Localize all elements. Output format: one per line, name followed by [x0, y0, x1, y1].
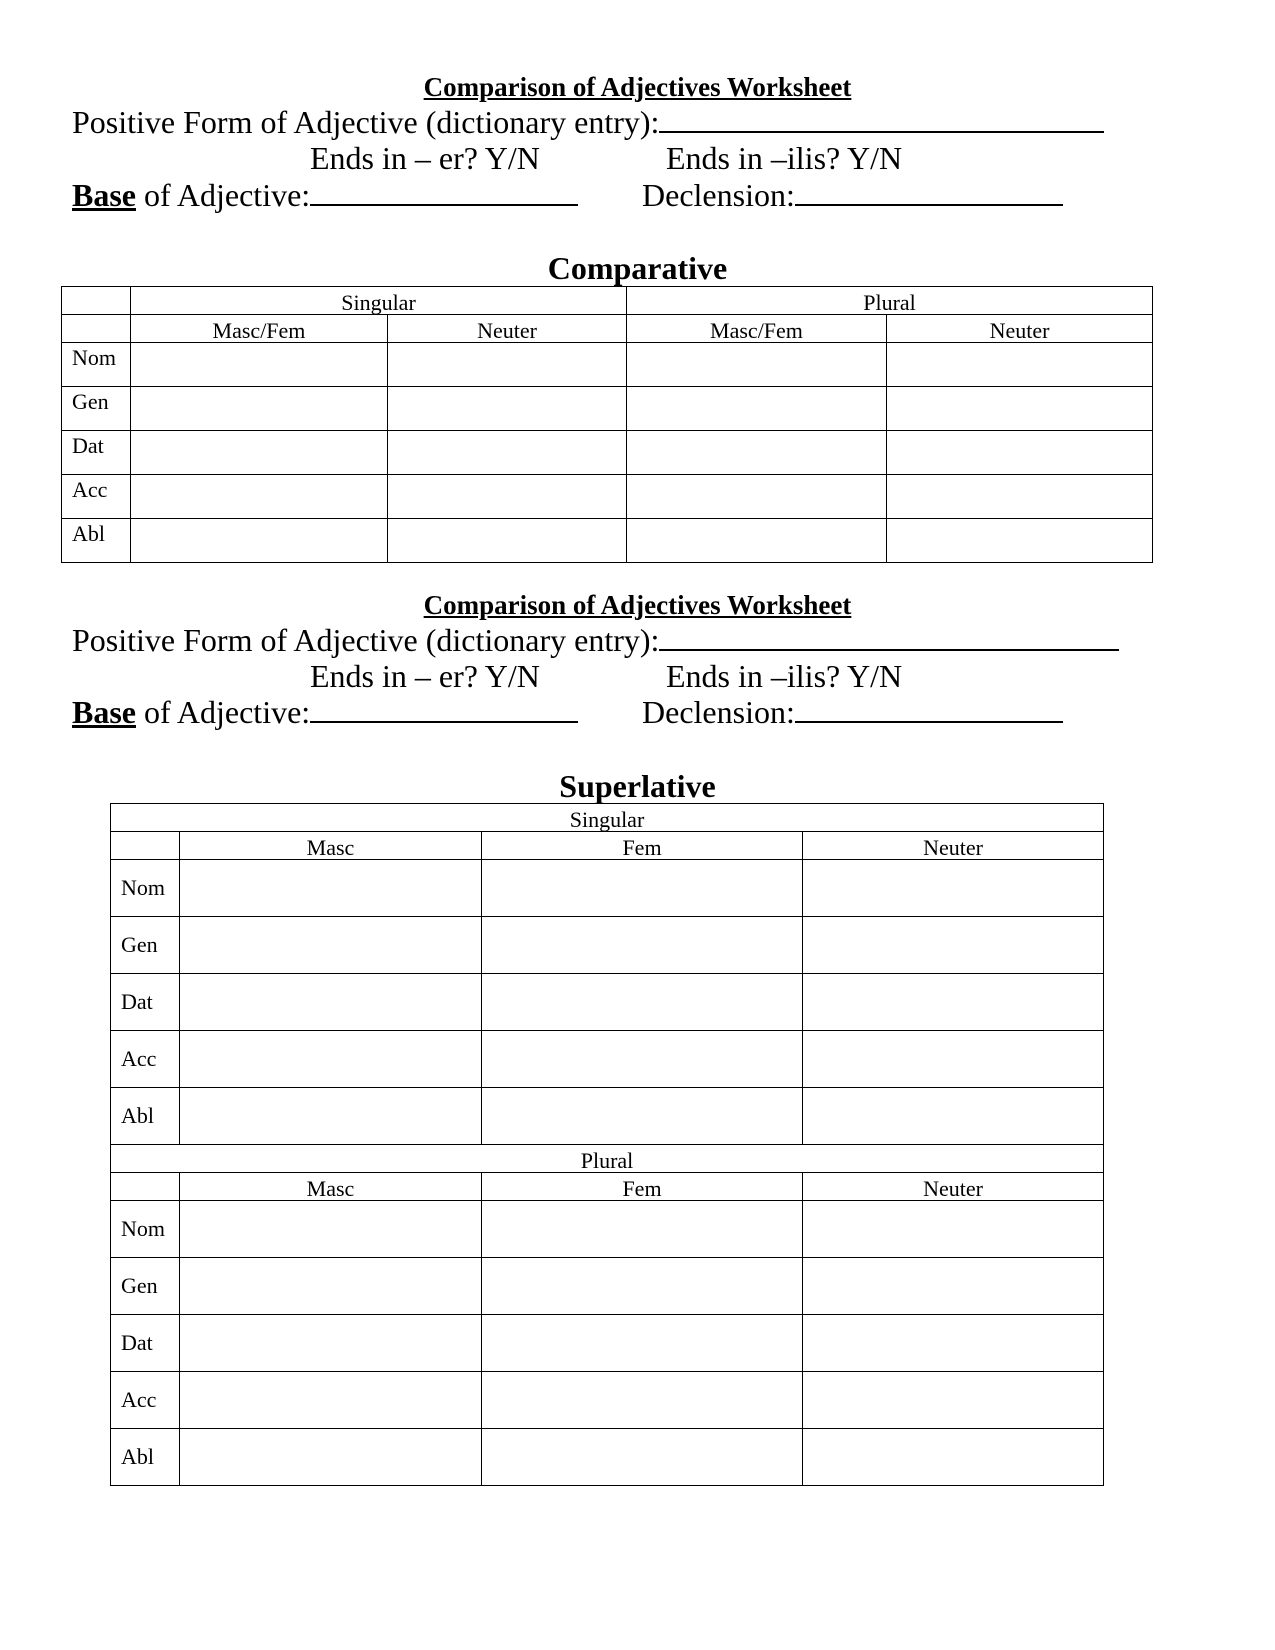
base-blank[interactable]: [310, 695, 578, 723]
ends-er-question: Ends in – er? Y/N: [310, 658, 540, 694]
col-header-neuter: Neuter: [887, 315, 1153, 343]
table-row: [111, 860, 1104, 917]
table-row: [111, 974, 1104, 1031]
answer-cell[interactable]: [803, 974, 1104, 1031]
superlative-table: [110, 803, 1104, 1486]
answer-cell[interactable]: [803, 1315, 1104, 1372]
table-row: [111, 1315, 1104, 1372]
table-row: [62, 519, 1153, 563]
comparative-singular-header: Singular: [131, 287, 627, 315]
answer-cell[interactable]: [388, 387, 627, 431]
table-row: [111, 1088, 1104, 1145]
comparative-title: Comparative: [547, 250, 728, 286]
base-label-bold: Base: [72, 694, 136, 730]
answer-cell[interactable]: [180, 860, 482, 917]
answer-cell[interactable]: [482, 1315, 803, 1372]
case-label-abl: Abl: [62, 519, 131, 563]
answer-cell[interactable]: [131, 475, 388, 519]
col-header-neuter: Neuter: [803, 1173, 1104, 1201]
superlative-gender-header-row: [111, 832, 1104, 860]
answer-cell[interactable]: [803, 1429, 1104, 1486]
positive-form-label: Positive Form of Adjective (dictionary entry):: [72, 622, 660, 658]
worksheet-title-2: Comparison of Adjectives Worksheet: [423, 590, 852, 620]
answer-cell[interactable]: [482, 1429, 803, 1486]
answer-cell[interactable]: [131, 387, 388, 431]
empty-corner: [111, 832, 180, 860]
superlative-plural-header: Plural: [111, 1145, 1104, 1173]
declension-label: Declension:: [642, 177, 795, 213]
comparative-gender-header-row: [62, 315, 1153, 343]
col-header-masc: Masc: [180, 832, 482, 860]
answer-cell[interactable]: [887, 387, 1153, 431]
superlative-singular-header-row: [111, 804, 1104, 832]
comparative-plural-header: Plural: [627, 287, 1153, 315]
case-label-dat: Dat: [111, 974, 180, 1031]
base-label-rest: of Adjective:: [136, 177, 311, 213]
superlative-title: Superlative: [559, 768, 716, 804]
ends-ilis-question: Ends in –ilis? Y/N: [666, 140, 903, 176]
col-header-masc: Masc: [180, 1173, 482, 1201]
col-header-neuter: Neuter: [388, 315, 627, 343]
comparative-table: [61, 286, 1153, 563]
answer-cell[interactable]: [482, 1372, 803, 1429]
answer-cell[interactable]: [627, 519, 887, 563]
answer-cell[interactable]: [803, 1372, 1104, 1429]
col-header-masc-fem: Masc/Fem: [627, 315, 887, 343]
empty-corner: [111, 1173, 180, 1201]
base-blank[interactable]: [310, 178, 578, 206]
case-label-acc: Acc: [111, 1372, 180, 1429]
answer-cell[interactable]: [482, 1031, 803, 1088]
case-label-gen: Gen: [62, 387, 131, 431]
positive-form-row-2: [72, 622, 1119, 659]
answer-cell[interactable]: [887, 343, 1153, 387]
base-label-rest: of Adjective:: [136, 694, 311, 730]
answer-cell[interactable]: [803, 860, 1104, 917]
col-header-fem: Fem: [482, 1173, 803, 1201]
answer-cell[interactable]: [388, 343, 627, 387]
superlative-plural-header-row: [111, 1145, 1104, 1173]
empty-corner: [62, 315, 131, 343]
case-label-dat: Dat: [111, 1315, 180, 1372]
answer-cell[interactable]: [627, 343, 887, 387]
answer-cell[interactable]: [180, 1031, 482, 1088]
positive-form-label: Positive Form of Adjective (dictionary entry):: [72, 104, 660, 140]
answer-cell[interactable]: [131, 431, 388, 475]
col-header-masc-fem: Masc/Fem: [131, 315, 388, 343]
answer-cell[interactable]: [180, 1088, 482, 1145]
table-row: [111, 1429, 1104, 1486]
case-label-nom: Nom: [62, 343, 131, 387]
positive-form-blank[interactable]: [659, 623, 1119, 651]
table-row: [111, 1372, 1104, 1429]
answer-cell[interactable]: [482, 1088, 803, 1145]
declension-blank[interactable]: [795, 695, 1063, 723]
answer-cell[interactable]: [180, 1201, 482, 1258]
answer-cell[interactable]: [803, 1088, 1104, 1145]
declension-blank[interactable]: [795, 178, 1063, 206]
answer-cell[interactable]: [803, 1258, 1104, 1315]
declension-label: Declension:: [642, 694, 795, 730]
positive-form-row-1: [72, 104, 1104, 141]
answer-cell[interactable]: [627, 475, 887, 519]
empty-corner: [62, 287, 131, 315]
answer-cell[interactable]: [482, 1258, 803, 1315]
answer-cell[interactable]: [627, 387, 887, 431]
case-label-acc: Acc: [62, 475, 131, 519]
answer-cell[interactable]: [180, 1258, 482, 1315]
table-row: [111, 917, 1104, 974]
table-row: [62, 343, 1153, 387]
answer-cell[interactable]: [131, 519, 388, 563]
answer-cell[interactable]: [180, 917, 482, 974]
case-label-abl: Abl: [111, 1429, 180, 1486]
answer-cell[interactable]: [887, 431, 1153, 475]
answer-cell[interactable]: [388, 519, 627, 563]
answer-cell[interactable]: [482, 860, 803, 917]
ends-ilis-question: Ends in –ilis? Y/N: [666, 658, 903, 694]
case-label-gen: Gen: [111, 917, 180, 974]
comparative-number-header-row: [62, 287, 1153, 315]
base-label-bold: Base: [72, 177, 136, 213]
table-row: [111, 1201, 1104, 1258]
case-label-acc: Acc: [111, 1031, 180, 1088]
declension-row-2: [642, 694, 1063, 731]
answer-cell[interactable]: [180, 974, 482, 1031]
answer-cell[interactable]: [887, 519, 1153, 563]
case-label-dat: Dat: [62, 431, 131, 475]
table-row: [62, 475, 1153, 519]
case-label-gen: Gen: [111, 1258, 180, 1315]
base-row-2: [72, 694, 578, 731]
worksheet-title-1: Comparison of Adjectives Worksheet: [423, 72, 852, 102]
answer-cell[interactable]: [180, 1372, 482, 1429]
answer-cell[interactable]: [388, 431, 627, 475]
answer-cell[interactable]: [482, 917, 803, 974]
answer-cell[interactable]: [887, 475, 1153, 519]
answer-cell[interactable]: [131, 343, 388, 387]
answer-cell[interactable]: [482, 1201, 803, 1258]
table-row: [62, 431, 1153, 475]
base-row-1: [72, 177, 578, 214]
col-header-neuter: Neuter: [803, 832, 1104, 860]
answer-cell[interactable]: [803, 1031, 1104, 1088]
answer-cell[interactable]: [180, 1315, 482, 1372]
superlative-singular-header: Singular: [111, 804, 1104, 832]
positive-form-blank[interactable]: [659, 105, 1104, 133]
answer-cell[interactable]: [482, 974, 803, 1031]
answer-cell[interactable]: [803, 1201, 1104, 1258]
answer-cell[interactable]: [803, 917, 1104, 974]
superlative-gender-header-row: [111, 1173, 1104, 1201]
table-row: [111, 1258, 1104, 1315]
table-row: [111, 1031, 1104, 1088]
declension-row-1: [642, 177, 1063, 214]
ends-er-question: Ends in – er? Y/N: [310, 140, 540, 176]
answer-cell[interactable]: [388, 475, 627, 519]
table-row: [62, 387, 1153, 431]
answer-cell[interactable]: [627, 431, 887, 475]
col-header-fem: Fem: [482, 832, 803, 860]
answer-cell[interactable]: [180, 1429, 482, 1486]
case-label-nom: Nom: [111, 1201, 180, 1258]
case-label-abl: Abl: [111, 1088, 180, 1145]
case-label-nom: Nom: [111, 860, 180, 917]
